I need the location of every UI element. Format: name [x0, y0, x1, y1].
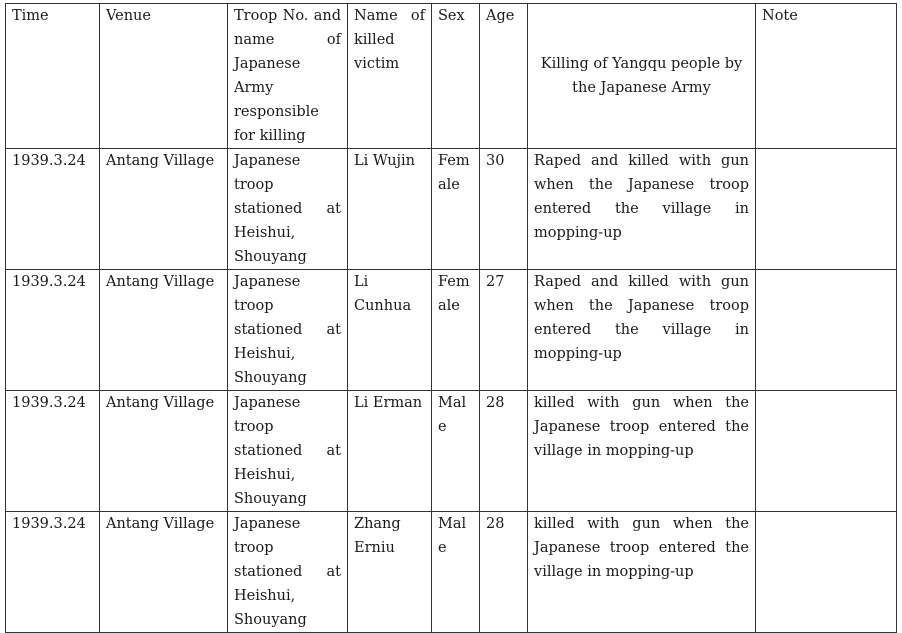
cell-time: 1939.3.24	[6, 149, 100, 270]
cell-sex: Male	[432, 512, 480, 633]
table-row	[6, 270, 897, 391]
cell-note	[756, 270, 897, 391]
victims-table	[5, 3, 897, 633]
cell-age: 28	[480, 512, 528, 633]
cell-troop: Japanese troop stationed at Heishui, Shouyang	[228, 270, 348, 391]
header-venue: Venue	[100, 4, 228, 149]
cell-time: 1939.3.24	[6, 391, 100, 512]
cell-note	[756, 149, 897, 270]
header-sex: Sex	[432, 4, 480, 149]
cell-troop: Japanese troop stationed at Heishui, Shouyang	[228, 149, 348, 270]
cell-victim-name: Li Cunhua	[348, 270, 432, 391]
header-victim-name: Name of killed victim	[348, 4, 432, 149]
cell-age: 30	[480, 149, 528, 270]
header-killing: Killing of Yangqu people by the Japanese Army	[528, 4, 756, 149]
table-row	[6, 391, 897, 512]
cell-time: 1939.3.24	[6, 512, 100, 633]
cell-note	[756, 391, 897, 512]
cell-venue: Antang Village	[100, 512, 228, 633]
cell-victim-name: Zhang Erniu	[348, 512, 432, 633]
cell-venue: Antang Village	[100, 270, 228, 391]
cell-victim-name: Li Erman	[348, 391, 432, 512]
cell-victim-name: Li Wujin	[348, 149, 432, 270]
cell-killing: killed with gun when the Japanese troop entered the village in mopping-up	[528, 391, 756, 512]
cell-killing: Raped and killed with gun when the Japanese troop entered the village in mopping-up	[528, 149, 756, 270]
cell-time: 1939.3.24	[6, 270, 100, 391]
table-row	[6, 149, 897, 270]
cell-note	[756, 512, 897, 633]
header-troop: Troop No. and name of Japanese Army responsible for killing	[228, 4, 348, 149]
cell-killing: killed with gun when the Japanese troop entered the village in mopping-up	[528, 512, 756, 633]
cell-killing: Raped and killed with gun when the Japanese troop entered the village in mopping-up	[528, 270, 756, 391]
cell-age: 27	[480, 270, 528, 391]
table-row	[6, 512, 897, 633]
cell-troop: Japanese troop stationed at Heishui, Shouyang	[228, 391, 348, 512]
cell-venue: Antang Village	[100, 391, 228, 512]
table-header-row	[6, 4, 897, 149]
cell-troop: Japanese troop stationed at Heishui, Shouyang	[228, 512, 348, 633]
cell-sex: Fem ale	[432, 149, 480, 270]
cell-age: 28	[480, 391, 528, 512]
cell-venue: Antang Village	[100, 149, 228, 270]
cell-sex: Male	[432, 391, 480, 512]
header-note: Note	[756, 4, 897, 149]
header-time: Time	[6, 4, 100, 149]
header-age: Age	[480, 4, 528, 149]
cell-sex: Fem ale	[432, 270, 480, 391]
